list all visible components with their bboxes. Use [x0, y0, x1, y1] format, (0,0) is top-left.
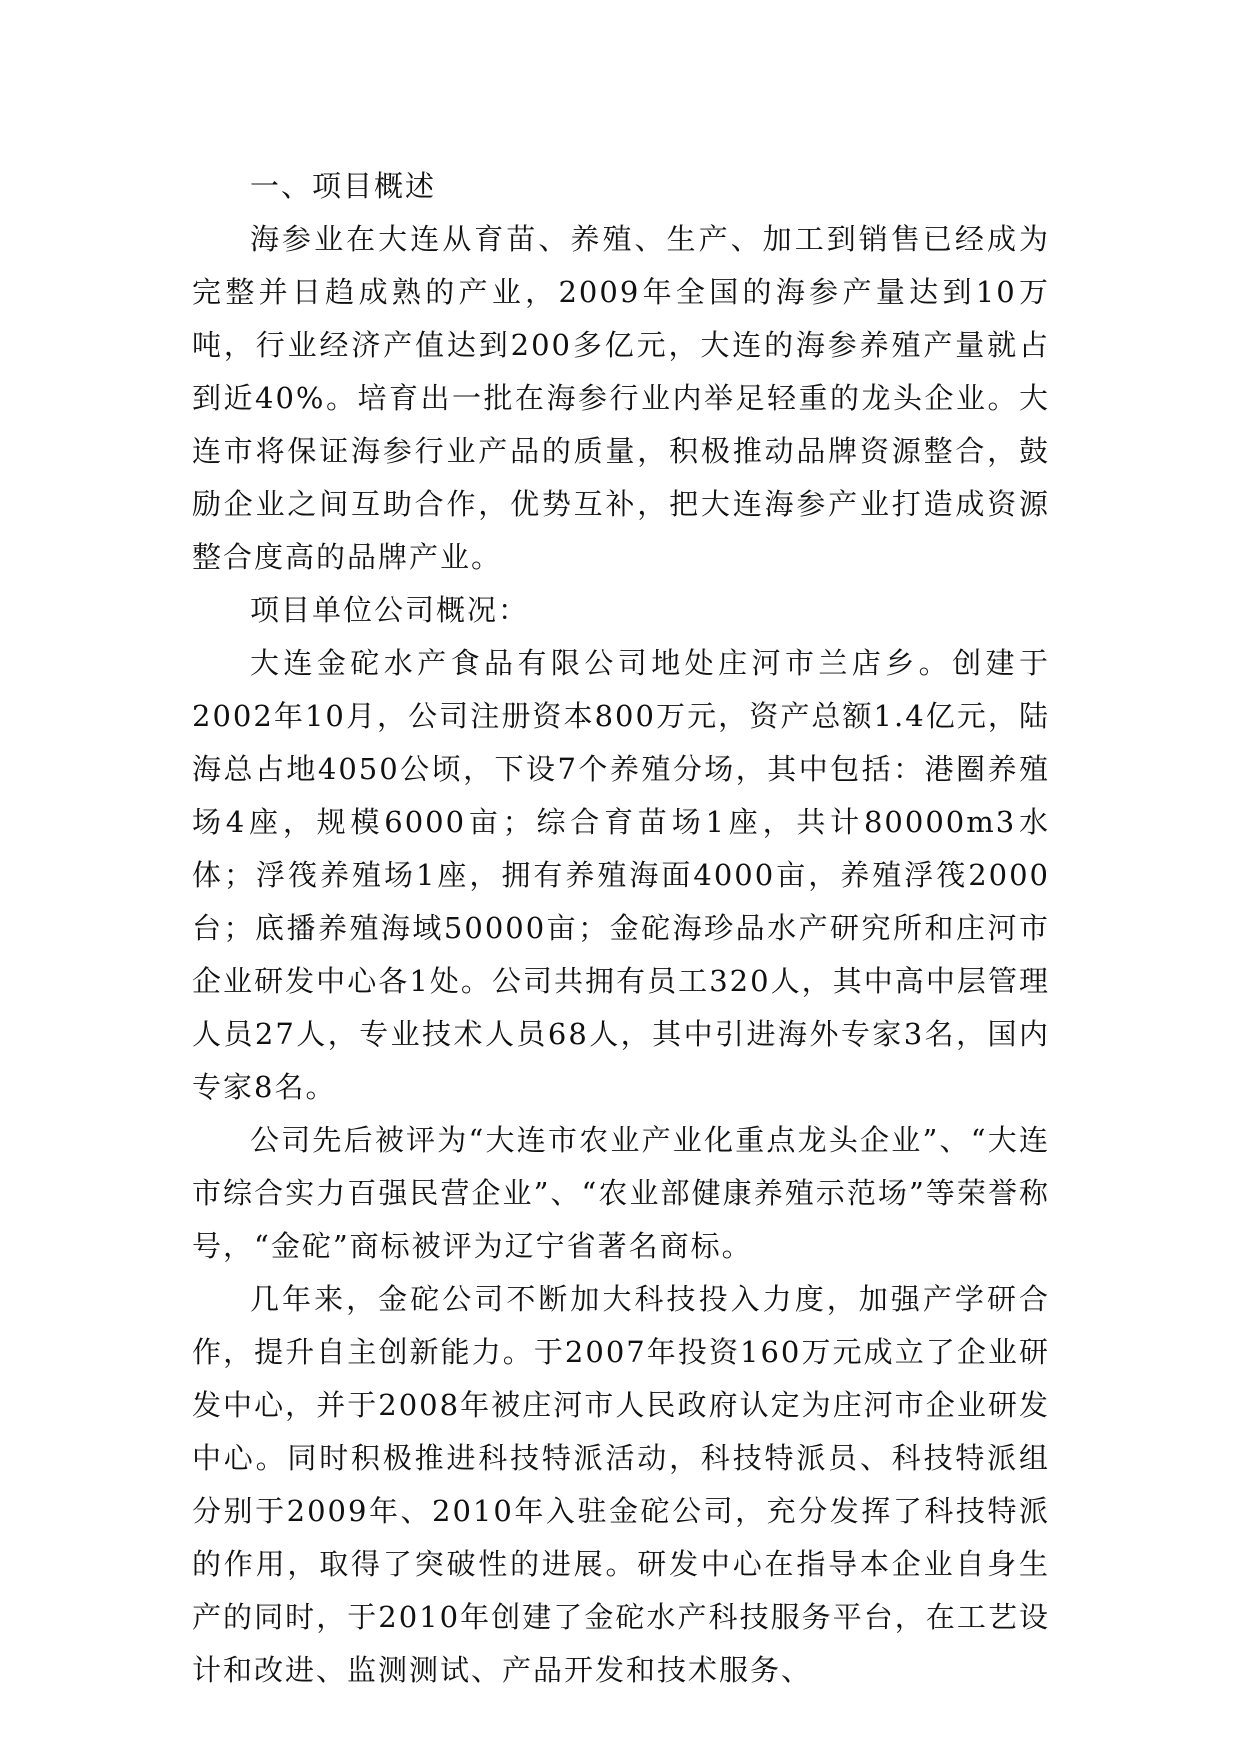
- paragraph-industry-overview: 海参业在大连从育苗、养殖、生产、加工到销售已经成为完整并日趋成熟的产业，2009年全国的海参产量达到10万吨，行业经济产值达到200多亿元，大连的海参养殖产量就占到近40%。培育出一批在海参行业内举足轻重的龙头企业。大连市将保证海参行业产品的质量，积极推动品牌资源整合，鼓励企业之间互助合作，优势互补，把大连海参产业打造成资源整合度高的品牌产业。: [192, 222, 1050, 574]
- paragraph-honors: 公司先后被评为“大连市农业产业化重点龙头企业”、“大连市综合实力百强民营企业”、“农业部健康养殖示范场”等荣誉称号，“金砣”商标被评为辽宁省著名商标。: [192, 1123, 1050, 1263]
- paragraph-company-subtitle: 项目单位公司概况：: [250, 593, 530, 627]
- paragraph-company-profile: 大连金砣水产食品有限公司地处庄河市兰店乡。创建于2002年10月，公司注册资本800万元，资产总额1.4亿元，陆海总占地4050公顷，下设7个养殖分场，其中包括：港圈养殖场4座，规模6000亩；综合育苗场1座，共计80000m3水体；浮筏养殖场1座，拥有养殖海面4000亩，养殖浮筏2000台；底播养殖海域50000亩；金砣海珍品水产研究所和庄河市企业研发中心各1处。公司共拥有员工320人，其中高中层管理人员27人，专业技术人员68人，其中引进海外专家3名，国内专家8名。: [192, 646, 1050, 1104]
- section-heading: 一、项目概述: [250, 169, 437, 203]
- paragraph-rd-center: 几年来，金砣公司不断加大科技投入力度，加强产学研合作，提升自主创新能力。于2007年投资160万元成立了企业研发中心，并于2008年被庄河市人民政府认定为庄河市企业研发中心。同时积极推进科技特派活动，科技特派员、科技特派组分别于2009年、2010年入驻金砣公司，充分发挥了科技特派的作用，取得了突破性的进展。研发中心在指导本企业自身生产的同时，于2010年创建了金砣水产科技服务平台，在工艺设计和改进、监测测试、产品开发和技术服务、: [192, 1282, 1050, 1687]
- document-body: [192, 160, 1050, 1697]
